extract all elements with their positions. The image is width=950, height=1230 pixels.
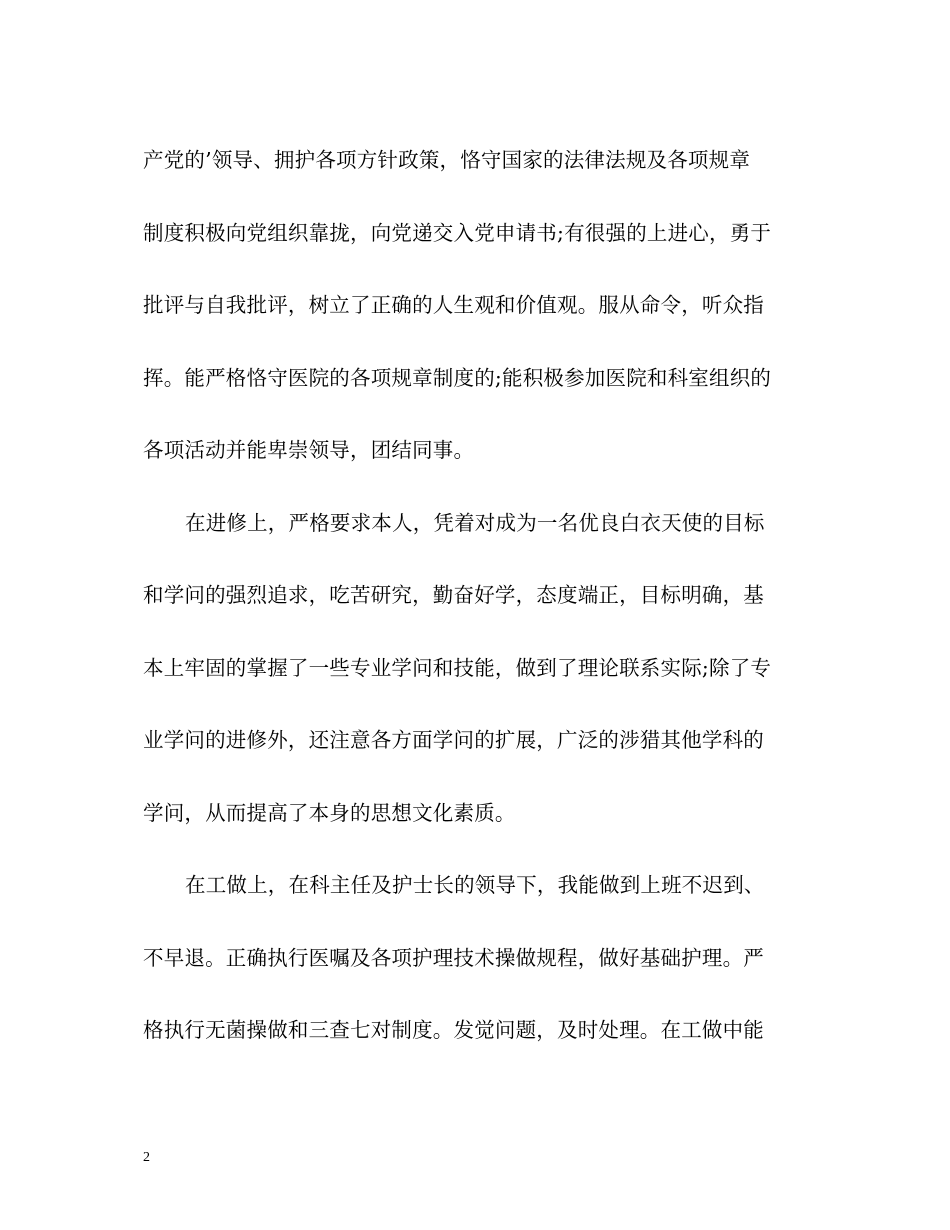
text-line-12: 不早退。正确执行医嘱及各项护理技术操做规程，做好基础护理。严 bbox=[143, 946, 764, 970]
text-line-5: 各项活动并能卑崇领导，团结同事。 bbox=[143, 438, 475, 462]
page-number: 2 bbox=[143, 1150, 150, 1165]
text-line-4: 挥。能严格恪守医院的各项规章制度的;能积极参加医院和科室组织的 bbox=[143, 366, 772, 390]
text-line-9: 业学问的进修外，还注意各方面学问的扩展，广泛的涉猎其他学科的 bbox=[143, 728, 764, 752]
text-line-3: 批评与自我批评，树立了正确的人生观和价值观。服从命令，听众指 bbox=[143, 293, 764, 317]
text-line-10: 学问，从而提高了本身的思想文化素质。 bbox=[143, 801, 516, 825]
text-line-7: 和学问的强烈追求，吃苦研究，勤奋好学，态度端正，目标明确，基 bbox=[143, 583, 764, 607]
text-line-1: 产党的’领导、拥护各项方针政策，恪守国家的法律法规及各项规章 bbox=[143, 148, 751, 172]
text-line-2: 制度积极向党组织靠拢，向党递交入党申请书;有很强的上进心，勇于 bbox=[143, 221, 772, 245]
text-line-6-paragraph-start: 在进修上，严格要求本人，凭着对成为一名优良白衣天使的目标 bbox=[185, 511, 765, 535]
text-line-11-paragraph-start: 在工做上，在科主任及护士长的领导下，我能做到上班不迟到、 bbox=[185, 873, 765, 897]
text-line-8: 本上牢固的掌握了一些专业学问和技能，做到了理论联系实际;除了专 bbox=[143, 656, 772, 680]
text-line-13: 格执行无菌操做和三查七对制度。发觉问题，及时处理。在工做中能 bbox=[143, 1018, 764, 1042]
